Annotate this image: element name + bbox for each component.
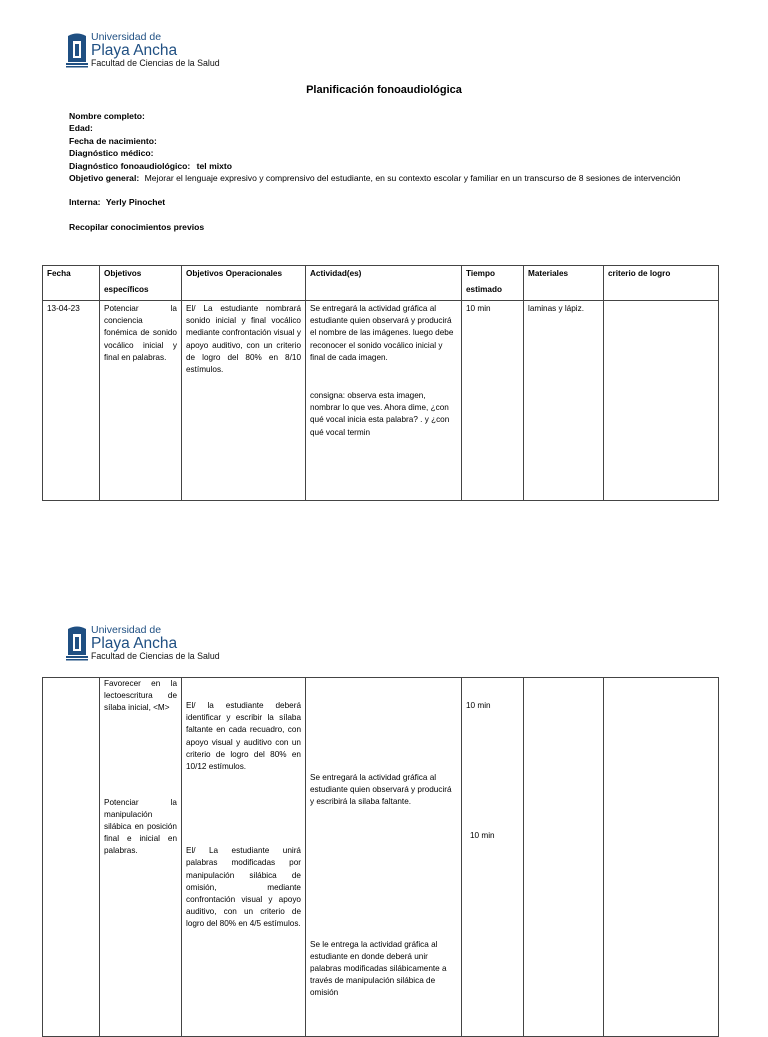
interna-value: Yerly Pinochet — [105, 197, 166, 208]
consigna-text: consigna: observa esta imagen, nombrar lo que ves. Ahora dime, ¿con qué vocal inicia esta palabra? . y ¿con qué vocal termin — [310, 391, 450, 437]
university-logo-page2 — [66, 625, 220, 662]
cell-materiales: laminas y lápiz. — [524, 301, 604, 501]
cell-fecha: 13-04-23 — [43, 301, 100, 501]
header-fecha: Fecha — [43, 266, 100, 301]
page-title: Planificación fonoaudiológica — [306, 84, 462, 96]
planning-table — [42, 265, 719, 501]
diagnostico-fono-label: Diagnóstico fonoaudiológico: — [69, 160, 191, 171]
header-objetivos-operacionales: Objetivos Operacionales — [182, 266, 306, 301]
tiempo-1: 10 min — [466, 701, 491, 710]
especifico-1: Favorecer en la lectoescritura de sílaba inicial, <M> — [104, 679, 177, 713]
logo-line-3: Facultad de Ciencias de la Salud — [91, 58, 220, 68]
logo-line-1: Universidad de — [91, 31, 162, 43]
table-row — [43, 301, 719, 501]
actividad-2: Se le entrega la actividad gráfica al estudiante en donde deberá unir palabras modificadas silábicamente a través de manipulación silábica de omisión — [310, 939, 447, 998]
table-row — [43, 678, 719, 1037]
cell-criterio — [604, 301, 719, 501]
actividad-1: Se entregará la actividad gráfica al estudiante quien observará y producirá y escribirá la silaba faltante. — [310, 773, 452, 807]
cell-tiempo — [462, 678, 524, 1037]
header-criterio-logro: criterio de logro — [604, 266, 719, 301]
university-logo — [66, 32, 220, 69]
cell-objetivo-operacional: El/ La estudiante nombrará sonido inicial y final vocálico mediante confrontación visual y apoyo auditivo, con un criterio de logro del 80% en 8/10 estímulos. — [182, 301, 306, 501]
patient-fields — [69, 110, 729, 233]
cell-actividad — [306, 301, 462, 501]
planning-table-continuation — [42, 677, 719, 1037]
interna-label: Interna: — [69, 197, 101, 208]
section-heading: Recopilar conocimientos previos — [69, 221, 205, 232]
operacional-1: El/ la estudiante deberá identificar y escribir la sílaba faltante en cada recuadro, con apoyo visual y auditivo con un criterio de logro del 80% en 10/12 estímulos. — [186, 701, 301, 772]
cell-tiempo: 10 min — [462, 301, 524, 501]
diagnostico-fono-value: tel mixto — [196, 160, 232, 171]
cell-objetivo-especifico: Potenciar la conciencia fonémica de sonido vocálico inicial y final en palabras. — [100, 301, 182, 501]
header-materiales: Materiales — [524, 266, 604, 301]
cell-objetivos-operacionales — [182, 678, 306, 1037]
header-tiempo-estimado: Tiempo estimado — [462, 266, 524, 301]
cell-criterio-empty — [604, 678, 719, 1037]
logo-line-3: Facultad de Ciencias de la Salud — [91, 651, 220, 661]
nombre-label: Nombre completo: — [69, 111, 145, 121]
university-shield-icon — [66, 625, 88, 661]
cell-materiales-empty — [524, 678, 604, 1037]
header-objetivos-especificos: Objetivos específicos — [100, 266, 182, 301]
cell-fecha-empty — [43, 678, 100, 1037]
edad-label: Edad: — [69, 123, 93, 134]
objetivo-general-value: Mejorar el lenguaje expresivo y comprensivo del estudiante, en su contexto escolar y familiar en un transcurso de 8 sesiones de intervención — [144, 173, 681, 184]
objetivo-general-label: Objetivo general: — [69, 173, 140, 184]
logo-line-2: Playa Ancha — [91, 42, 178, 59]
cell-objetivos-especificos — [100, 678, 182, 1037]
actividad-text: Se entregará la actividad gráfica al estudiante quien observará y producirá el nombre de las imágenes. luego debe reconocer el sonido vocálico inicial y final de cada imagen. — [310, 304, 454, 362]
fecha-nacimiento-label: Fecha de nacimiento: — [69, 135, 157, 146]
header-actividades: Actividad(es) — [306, 266, 462, 301]
operacional-2: El/ La estudiante unirá palabras modificadas por manipulación silábica de omisión, mediante confrontación visual y apoyo auditivo, con un criterio de logro del 80% en 4/5 estímulos. — [186, 846, 301, 929]
logo-line-1: Universidad de — [91, 624, 162, 636]
cell-actividades — [306, 678, 462, 1037]
diagnostico-medico-label: Diagnóstico médico: — [69, 148, 154, 159]
logo-line-2: Playa Ancha — [91, 635, 178, 652]
tiempo-2: 10 min — [470, 831, 495, 841]
university-shield-icon — [66, 32, 88, 68]
especifico-2: Potenciar la manipulación silábica en posición final e inicial en palabras. — [104, 797, 177, 856]
